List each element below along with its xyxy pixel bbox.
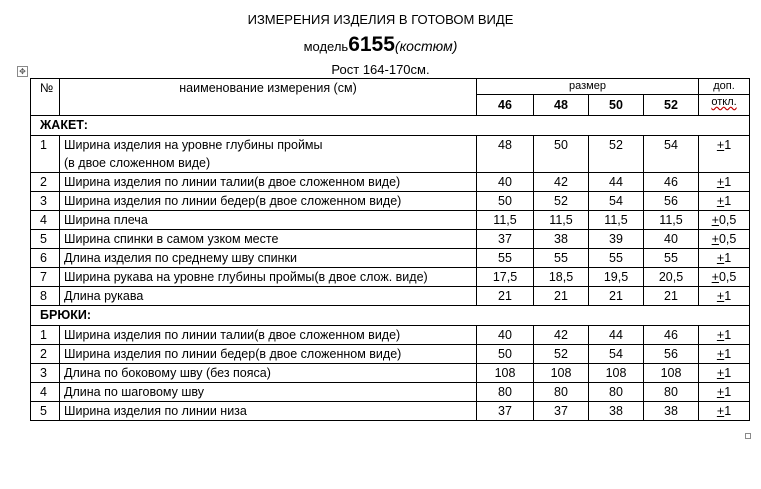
section-header-row	[31, 306, 750, 326]
section-title: БРЮКИ:	[31, 306, 750, 326]
size-value: 11,5	[534, 211, 589, 230]
size-value: 37	[534, 402, 589, 421]
model-suffix: (костюм)	[394, 38, 458, 54]
tolerance-text: +1	[716, 175, 732, 189]
tolerance-value	[699, 326, 750, 345]
measurement-name-line: Длина по шаговому шву	[64, 385, 205, 399]
size-value: 55	[477, 249, 534, 268]
measurement-name-line: (в двое сложенном виде)	[64, 156, 211, 170]
measurement-name-line: Ширина плеча	[64, 213, 148, 227]
table-row	[31, 345, 750, 364]
measurement-name	[60, 136, 477, 173]
measurement-name	[60, 345, 477, 364]
size-value: 55	[534, 249, 589, 268]
size-value: 37	[477, 230, 534, 249]
row-number: 6	[31, 249, 60, 268]
size-value: 50	[477, 345, 534, 364]
size-value: 40	[477, 173, 534, 192]
row-number: 4	[31, 211, 60, 230]
row-number: 1	[31, 136, 60, 173]
table-row	[31, 383, 750, 402]
tolerance-value	[699, 192, 750, 211]
size-value: 21	[644, 287, 699, 306]
measurement-name	[60, 249, 477, 268]
model-line	[0, 33, 761, 57]
row-number: 3	[31, 192, 60, 211]
table-row	[31, 287, 750, 306]
size-value: 11,5	[477, 211, 534, 230]
size-value: 52	[534, 192, 589, 211]
size-value: 39	[589, 230, 644, 249]
size-value: 80	[644, 383, 699, 402]
measurement-name-line: Ширина изделия по линии низа	[64, 404, 247, 418]
size-value: 54	[589, 345, 644, 364]
size-value: 17,5	[477, 268, 534, 287]
tolerance-value	[699, 345, 750, 364]
table-row	[31, 192, 750, 211]
size-header: 50	[589, 95, 644, 116]
measurement-name-line: Ширина рукава на уровне глубины проймы(в двое слож. виде)	[64, 270, 428, 284]
measurement-name	[60, 326, 477, 345]
size-value: 44	[589, 173, 644, 192]
tolerance-value	[699, 402, 750, 421]
size-value: 46	[644, 326, 699, 345]
table-row	[31, 402, 750, 421]
table-row	[31, 268, 750, 287]
measurement-name-line: Ширина изделия по линии бедер(в двое сложенном виде)	[64, 347, 402, 361]
tolerance-value	[699, 211, 750, 230]
document-title: ИЗМЕРЕНИЯ ИЗДЕЛИЯ В ГОТОВОМ ВИДЕ	[247, 12, 514, 27]
tolerance-value	[699, 173, 750, 192]
tolerance-value	[699, 364, 750, 383]
size-value: 21	[589, 287, 644, 306]
model-number: 6155	[348, 33, 395, 56]
model-prefix: модель	[303, 39, 349, 54]
tolerance-value	[699, 268, 750, 287]
size-value: 56	[644, 192, 699, 211]
size-value: 108	[477, 364, 534, 383]
tolerance-text: +1	[716, 251, 732, 265]
row-number: 5	[31, 230, 60, 249]
tolerance-text: +1	[716, 347, 732, 361]
size-value: 38	[534, 230, 589, 249]
size-value: 20,5	[644, 268, 699, 287]
size-value: 42	[534, 173, 589, 192]
row-number: 8	[31, 287, 60, 306]
measurement-name-line: Длина рукава	[64, 289, 144, 303]
measurement-name-line: Ширина изделия на уровне глубины проймы	[64, 138, 323, 152]
tolerance-text: +1	[716, 289, 732, 303]
table-row	[31, 364, 750, 383]
measurements-table	[30, 78, 750, 421]
measurement-name-line: Ширина изделия по линии талии(в двое сложенном виде)	[64, 328, 401, 342]
size-value: 108	[534, 364, 589, 383]
size-value: 38	[644, 402, 699, 421]
size-value: 80	[534, 383, 589, 402]
size-value: 38	[589, 402, 644, 421]
size-header: 46	[477, 95, 534, 116]
size-value: 40	[644, 230, 699, 249]
measurement-name	[60, 268, 477, 287]
tolerance-value	[699, 383, 750, 402]
col-header-size: размер	[477, 79, 699, 95]
size-value: 50	[477, 192, 534, 211]
size-value: 54	[589, 192, 644, 211]
row-number: 4	[31, 383, 60, 402]
col-header-no: №	[31, 79, 60, 116]
tolerance-text: +1	[716, 366, 732, 380]
row-number: 1	[31, 326, 60, 345]
size-header: 48	[534, 95, 589, 116]
measurement-name-line: Длина изделия по среднему шву спинки	[64, 251, 298, 265]
table-row	[31, 249, 750, 268]
tolerance-text: +0,5	[711, 232, 737, 246]
move-anchor-icon[interactable]: ✥	[17, 66, 28, 77]
height-range: Рост 164-170см.	[331, 62, 430, 77]
tolerance-text: +1	[716, 138, 732, 152]
size-value: 80	[477, 383, 534, 402]
tolerance-value	[699, 230, 750, 249]
size-value: 108	[589, 364, 644, 383]
tolerance-value	[699, 136, 750, 173]
table-row	[31, 326, 750, 345]
size-value: 55	[644, 249, 699, 268]
col-header-dop: доп.	[699, 79, 750, 95]
measurement-name	[60, 230, 477, 249]
table-row	[31, 211, 750, 230]
measurement-name	[60, 192, 477, 211]
size-value: 50	[534, 136, 589, 173]
col-header-name: наименование измерения (см)	[60, 79, 477, 116]
size-value: 21	[534, 287, 589, 306]
size-value: 54	[644, 136, 699, 173]
size-value: 21	[477, 287, 534, 306]
size-value: 11,5	[589, 211, 644, 230]
size-value: 19,5	[589, 268, 644, 287]
measurement-name	[60, 287, 477, 306]
tolerance-text: +0,5	[711, 213, 737, 227]
size-value: 52	[589, 136, 644, 173]
measurement-name-line: Ширина изделия по линии бедер(в двое сложенном виде)	[64, 194, 402, 208]
measurement-name	[60, 402, 477, 421]
size-value: 11,5	[644, 211, 699, 230]
size-value: 46	[644, 173, 699, 192]
size-value: 40	[477, 326, 534, 345]
size-value: 42	[534, 326, 589, 345]
size-value: 108	[644, 364, 699, 383]
tolerance-text: +1	[716, 404, 732, 418]
table-row	[31, 136, 750, 173]
tolerance-text: +1	[716, 328, 732, 342]
col-header-otkl-label: откл.	[711, 96, 737, 108]
row-number: 2	[31, 345, 60, 364]
tolerance-value	[699, 249, 750, 268]
measurement-name	[60, 364, 477, 383]
table-row	[31, 230, 750, 249]
measurement-name-line: Длина по боковому шву (без пояса)	[64, 366, 271, 380]
row-number: 7	[31, 268, 60, 287]
tolerance-text: +0,5	[711, 270, 737, 284]
size-value: 52	[534, 345, 589, 364]
size-header: 52	[644, 95, 699, 116]
measurement-name-line: Ширина изделия по линии талии(в двое сложенном виде)	[64, 175, 401, 189]
size-value: 48	[477, 136, 534, 173]
measurement-name-line: Ширина спинки в самом узком месте	[64, 232, 279, 246]
table-body	[31, 116, 750, 421]
header-row-top	[31, 79, 750, 95]
size-value: 80	[589, 383, 644, 402]
size-value: 55	[589, 249, 644, 268]
resize-handle-icon[interactable]	[745, 433, 751, 439]
table-row	[31, 173, 750, 192]
size-value: 56	[644, 345, 699, 364]
tolerance-value	[699, 287, 750, 306]
tolerance-text: +1	[716, 385, 732, 399]
row-number: 3	[31, 364, 60, 383]
section-header-row	[31, 116, 750, 136]
measurement-name	[60, 383, 477, 402]
row-number: 5	[31, 402, 60, 421]
row-number: 2	[31, 173, 60, 192]
size-value: 18,5	[534, 268, 589, 287]
size-value: 44	[589, 326, 644, 345]
section-title: ЖАКЕТ:	[31, 116, 750, 136]
measurement-name	[60, 211, 477, 230]
measurement-name	[60, 173, 477, 192]
size-value: 37	[477, 402, 534, 421]
tolerance-text: +1	[716, 194, 732, 208]
col-header-otkl	[699, 95, 750, 116]
